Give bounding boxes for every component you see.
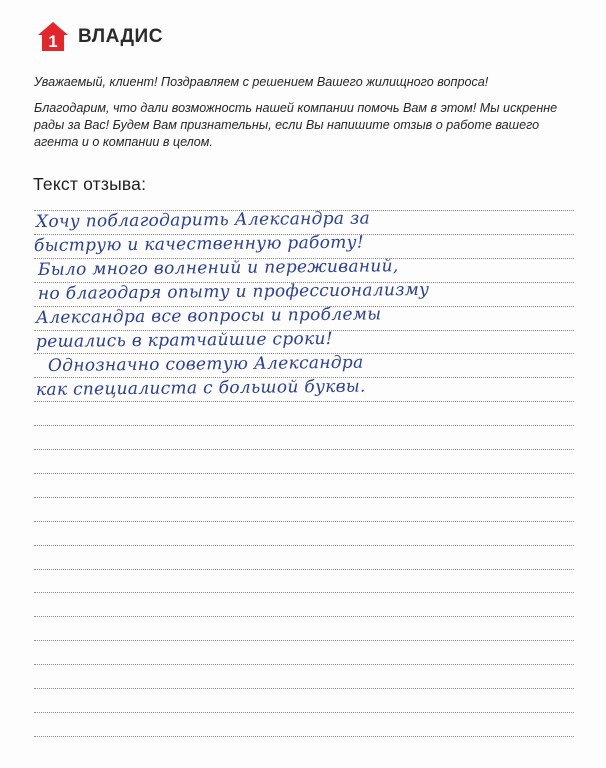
thanks-text: Благодарим, что дали возможность нашей компании помочь Вам в этом! Мы искренне рады за Вас! Будем Вам признательны, если Вы напишите отзыв о работе вашего агента и о компании в целом. bbox=[34, 101, 558, 149]
dotted-rule-line bbox=[34, 425, 574, 426]
dotted-rule-line bbox=[34, 545, 574, 546]
dotted-rule-line bbox=[34, 712, 574, 713]
review-line: но благодаря опыту и профессионализму bbox=[37, 279, 430, 304]
dotted-rule-line bbox=[34, 449, 574, 450]
dotted-rule-line bbox=[34, 521, 574, 522]
house-logo-icon bbox=[36, 20, 70, 54]
dotted-rule-line bbox=[34, 736, 574, 737]
review-line: быструю и качественную работу! bbox=[33, 232, 365, 256]
brand-name: ВЛАДИС bbox=[78, 26, 163, 47]
review-line: Было много волнений и переживаний, bbox=[37, 256, 399, 280]
logo-digit: 1 bbox=[48, 32, 58, 51]
review-section-title: Текст отзыва: bbox=[33, 174, 147, 194]
dotted-rule-line bbox=[34, 497, 574, 498]
dotted-rule-line bbox=[34, 640, 574, 641]
header bbox=[36, 20, 163, 54]
dotted-rule-line bbox=[34, 569, 574, 570]
dotted-rule-line bbox=[34, 616, 574, 617]
dotted-rule-line bbox=[34, 473, 574, 474]
review-line: Хочу поблагодарить Александра за bbox=[35, 208, 371, 232]
dotted-rule-line bbox=[34, 664, 574, 665]
dotted-rule-line bbox=[34, 688, 574, 689]
greeting-text: Уважаемый, клиент! Поздравляем с решением Вашего жилищного вопроса! bbox=[34, 75, 489, 89]
dotted-rule-line bbox=[34, 592, 574, 593]
review-line: как специалиста с большой буквы. bbox=[35, 376, 366, 400]
review-line: Однозначно советую Александра bbox=[47, 352, 364, 376]
review-line: решались в кратчайшие сроки! bbox=[35, 328, 333, 352]
review-line: Александра все вопросы и проблемы bbox=[35, 304, 382, 328]
